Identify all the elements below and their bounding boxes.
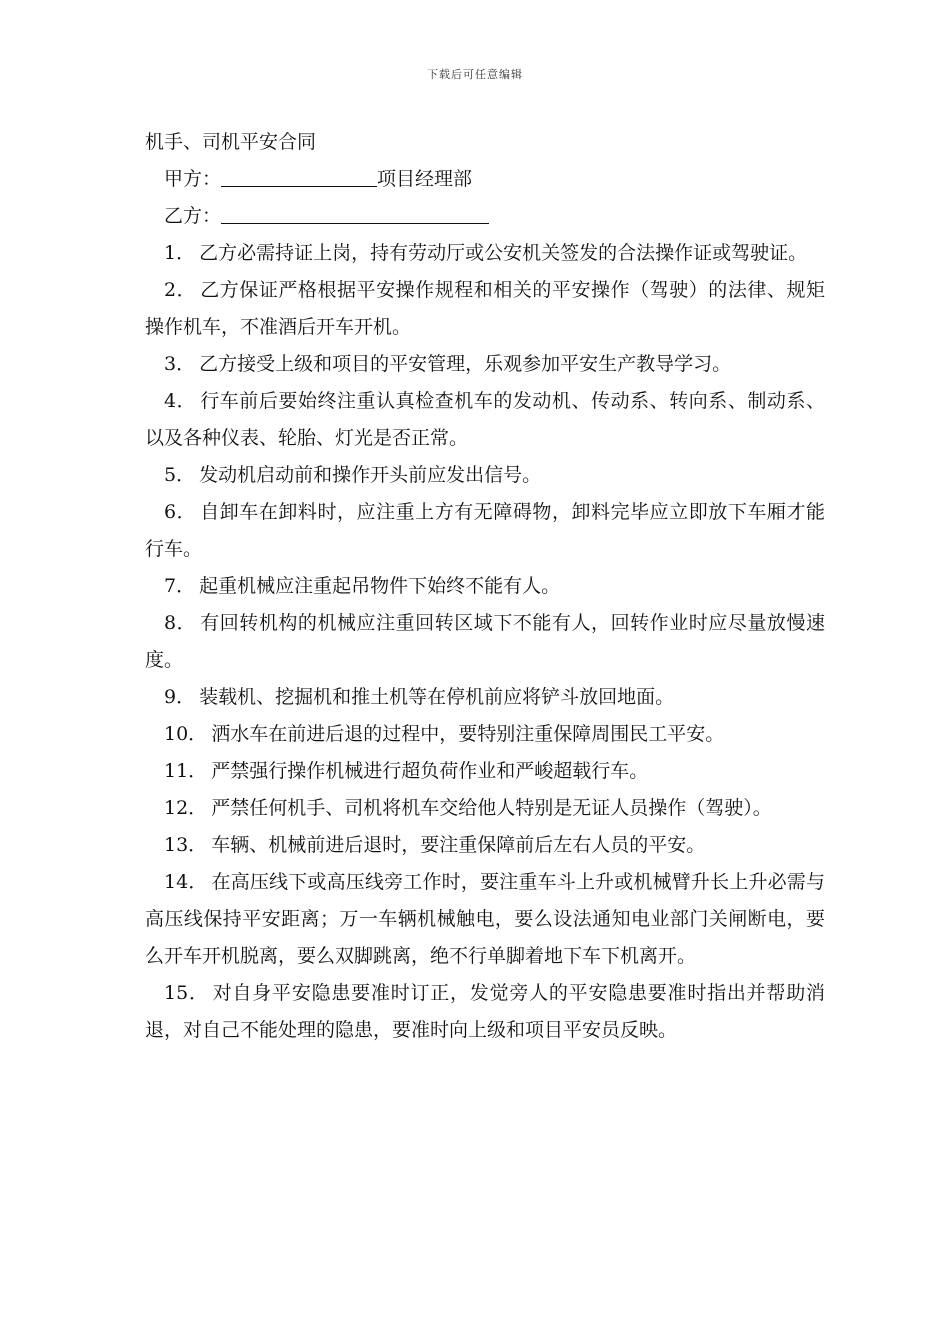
clause-9: [145, 679, 825, 716]
clause-text: 乙方接受上级和项目的平安管理，乐观参加平安生产教导学习。: [199, 353, 732, 375]
clause-number: 5．: [164, 464, 196, 486]
clause-8: [145, 605, 825, 679]
clause-number: 12．: [164, 797, 208, 819]
clause-text: 严禁强行操作机械进行超负荷作业和严峻超载行车。: [211, 760, 649, 782]
clause-1: [145, 235, 825, 272]
clause-number: 2．: [164, 279, 197, 301]
clause-number: 7．: [164, 575, 196, 597]
clause-6: [145, 494, 825, 568]
clause-7: [145, 568, 825, 605]
clause-text: 乙方必需持证上岗，持有劳动厅或公安机关签发的合法操作证或驾驶证。: [199, 242, 808, 264]
clause-number: 1．: [164, 242, 196, 264]
clause-text: 行车前后要始终注重认真检查机车的发动机、传动系、转向系、制动系、以及各种仪表、轮胎、灯光是否正常。: [145, 390, 825, 449]
clause-number: 6．: [164, 501, 197, 523]
clause-number: 3．: [164, 353, 196, 375]
party-a-line: [145, 161, 825, 198]
party-b-line: [145, 198, 825, 235]
clause-12: [145, 790, 825, 827]
contract-body: [145, 124, 825, 1049]
clause-number: 14．: [164, 871, 208, 893]
clause-number: 15．: [164, 982, 209, 1004]
page-header-note: 下载后可任意编辑: [427, 68, 523, 81]
clause-text: 起重机械应注重起吊物件下始终不能有人。: [199, 575, 561, 597]
party-a-blank: [221, 164, 377, 187]
clause-number: 4．: [164, 390, 197, 412]
party-b-blank: [221, 201, 489, 224]
party-b-label: 乙方：: [164, 205, 222, 227]
clause-10: [145, 716, 825, 753]
document-title: 机手、司机平安合同: [145, 131, 317, 153]
clause-text: 严禁任何机手、司机将机车交给他人特别是无证人员操作（驾驶）。: [211, 797, 772, 819]
clause-11: [145, 753, 825, 790]
clause-text: 洒水车在前进后退的过程中，要特别注重保障周围民工平安。: [211, 723, 725, 745]
clause-text: 发动机启动前和操作开头前应发出信号。: [199, 464, 542, 486]
party-a-label: 甲方：: [164, 168, 222, 190]
clause-number: 11．: [164, 760, 208, 782]
clause-text: 在高压线下或高压线旁工作时，要注重车斗上升或机械臂升长上升必需与高压线保持平安距离；万一车辆机械触电，要么设法通知电业部门关闸断电，要么开车开机脱离，要么双脚跳离，绝不行单脚着地下车下机离开。: [145, 871, 825, 967]
clause-number: 8．: [164, 612, 197, 634]
clause-text: 有回转机构的机械应注重回转区域下不能有人，回转作业时应尽量放慢速度。: [145, 612, 825, 671]
clause-text: 车辆、机械前进后退时，要注重保障前后左右人员的平安。: [211, 834, 706, 856]
clause-5: [145, 457, 825, 494]
clause-2: [145, 272, 825, 346]
clause-14: [145, 864, 825, 975]
clause-text: 乙方保证严格根据平安操作规程和相关的平安操作（驾驶）的法律、规矩操作机车，不准酒后开车开机。: [145, 279, 825, 338]
clause-text: 自卸车在卸料时，应注重上方有无障碍物，卸料完毕应立即放下车厢才能行车。: [145, 501, 825, 560]
clause-13: [145, 827, 825, 864]
clause-15: [145, 975, 825, 1049]
party-a-suffix: 项目经理部: [377, 168, 473, 190]
clause-number: 9．: [164, 686, 196, 708]
clause-text: 对自身平安隐患要准时订正，发觉旁人的平安隐患要准时指出并帮助消退，对自己不能处理的隐患，要准时向上级和项目平安员反映。: [145, 982, 825, 1041]
clause-4: [145, 383, 825, 457]
clause-3: [145, 346, 825, 383]
clause-number: 10．: [164, 723, 208, 745]
clause-number: 13．: [164, 834, 208, 856]
clause-text: 装载机、挖掘机和推土机等在停机前应将铲斗放回地面。: [199, 686, 675, 708]
